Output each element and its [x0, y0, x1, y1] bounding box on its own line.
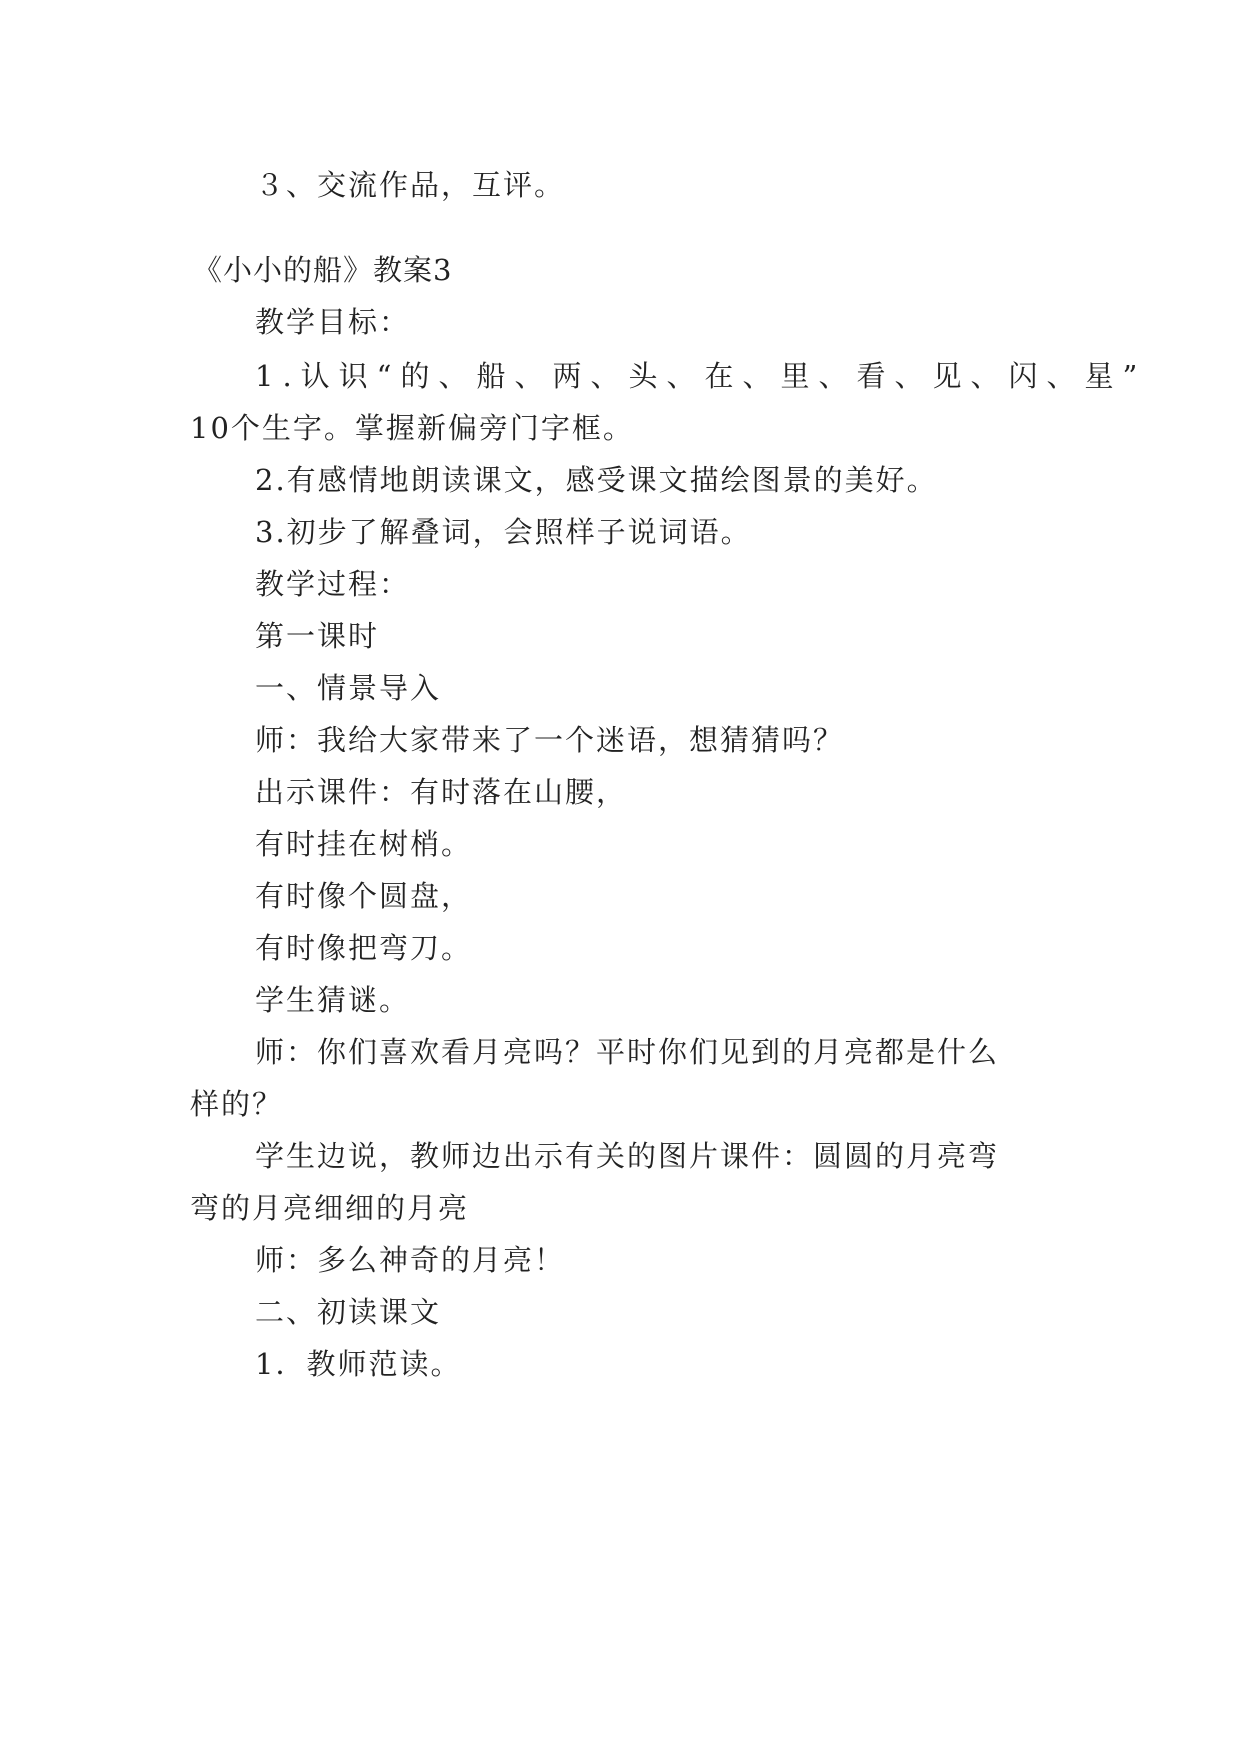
heading-teaching-goals: 教学目标：: [255, 305, 411, 339]
teacher-exclaim: 师：多么神奇的月亮！: [255, 1243, 566, 1277]
goal-2: 2.有感情地朗读课文，感受课文描绘图景的美好。: [255, 463, 938, 497]
heading-teaching-process: 教学过程：: [255, 567, 411, 601]
riddle-line-1: 出示课件：有时落在山腰，: [255, 775, 628, 809]
step-teacher-reads: 1．教师范读。: [255, 1347, 462, 1381]
section-2-heading: 二、初读课文: [255, 1295, 442, 1329]
heading-first-period: 第一课时: [255, 619, 380, 653]
students-guess: 学生猜谜。: [255, 983, 411, 1017]
step-exchange-works: ３、交流作品，互评。: [255, 168, 566, 202]
riddle-line-4: 有时像把弯刀。: [255, 931, 473, 965]
riddle-line-2: 有时挂在树梢。: [255, 827, 473, 861]
teacher-question-line-2: 样的？: [190, 1087, 284, 1121]
goal-1-line-1: 1.认识“的、船、两、头、在、里、看、见、闪、星”: [255, 359, 1147, 393]
goal-1-line-2: 10个生字。掌握新偏旁门字框。: [190, 411, 634, 445]
lesson-title: 《小小的船》教案3: [193, 253, 453, 287]
section-1-heading: 一、情景导入: [255, 671, 442, 705]
riddle-line-3: 有时像个圆盘，: [255, 879, 473, 913]
goal-3: 3.初步了解叠词，会照样子说词语。: [255, 515, 752, 549]
students-describe-line-2: 弯的月亮细细的月亮: [190, 1191, 470, 1225]
teacher-question-line-1: 师：你们喜欢看月亮吗？平时你们见到的月亮都是什么: [255, 1035, 1000, 1069]
teacher-riddle-intro: 师：我给大家带来了一个迷语，想猜猜吗？: [255, 723, 845, 757]
students-describe-line-1: 学生边说，教师边出示有关的图片课件：圆圆的月亮弯: [255, 1139, 1000, 1173]
